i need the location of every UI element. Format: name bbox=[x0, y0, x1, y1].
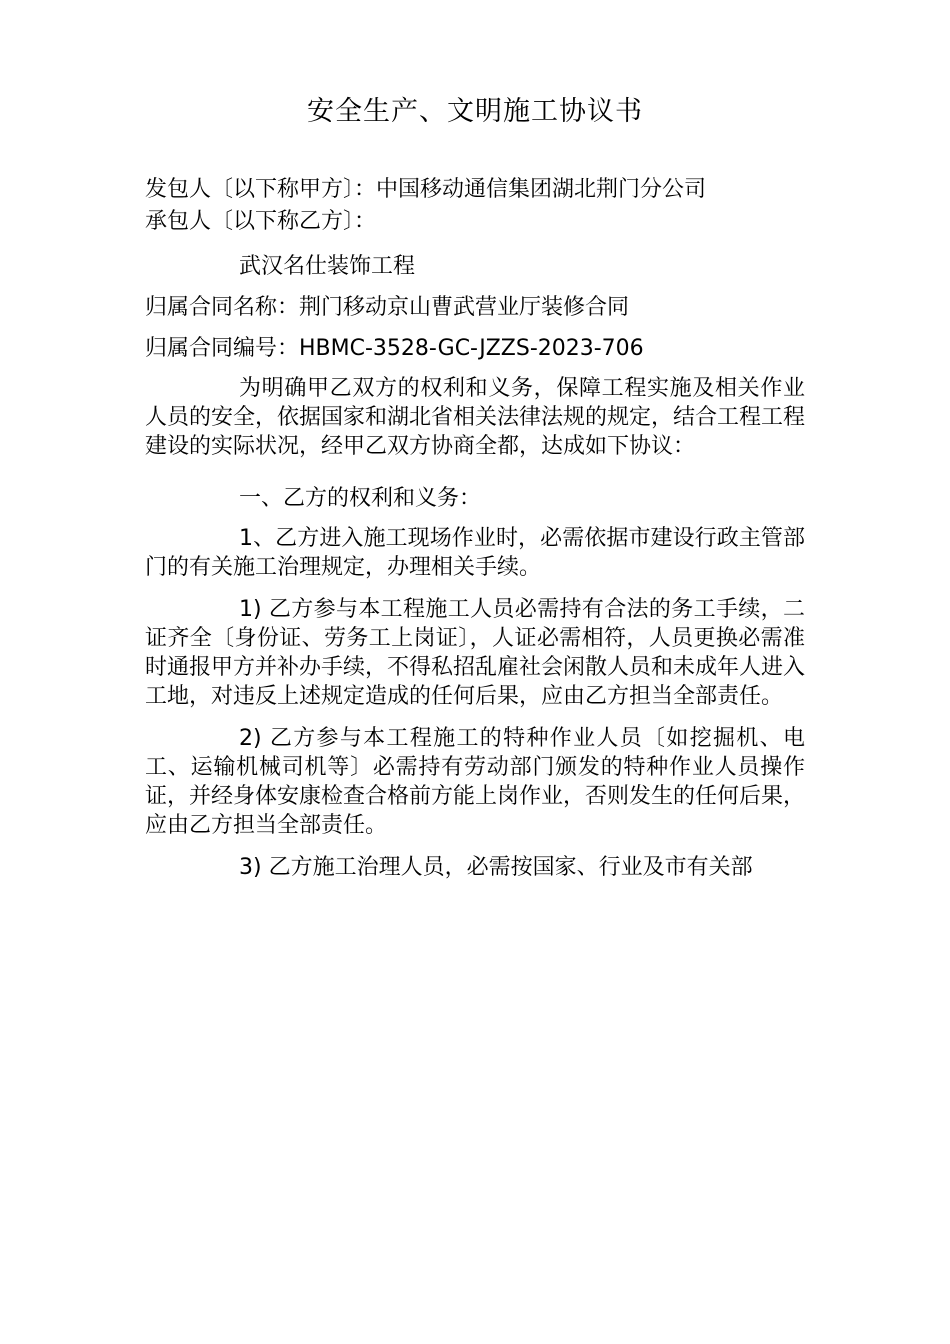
party-b-line: 承包人〔以下称乙方〕： bbox=[145, 209, 377, 234]
clause-1-paragraph: 1、乙方进入施工现场作业时，必需依据市建设行政主管部门的有关施工治理规定，办理相关手续。 bbox=[145, 526, 805, 580]
party-b-name: 武汉名仕装饰工程 bbox=[239, 254, 416, 279]
section-1-heading: 一、乙方的权利和义务： bbox=[239, 486, 482, 511]
party-a-line: 发包人〔以下称甲方〕：中国移动通信集团湖北荆门分公司 bbox=[145, 177, 707, 202]
item-1-paragraph: 1) 乙方参与本工程施工人员必需持有合法的务工手续，二证齐全〔身份证、劳务工上岗证〕，人证必需相符，人员更换必需准时通报甲方并补办手续，不得私招乱雇社会闲散人员和未成年人进入工地，对违反上述规定造成的任何后果，应由乙方担当全部责任。 bbox=[145, 597, 806, 709]
document-body bbox=[145, 174, 805, 882]
contract-number-line: 归属合同编号：HBMC-3528-GC-JZZS-2023-706 bbox=[145, 336, 644, 361]
contract-name-line: 归属合同名称：荆门移动京山曹武营业厅装修合同 bbox=[145, 295, 630, 320]
intro-paragraph: 为明确甲乙双方的权利和义务，保障工程实施及相关作业人员的安全，依据国家和湖北省相关法律法规的规定，结合工程工程建设的实际状况，经甲乙双方协商全都，达成如下协议： bbox=[145, 376, 806, 459]
item-2-paragraph: 2) 乙方参与本工程施工的特种作业人员〔如挖掘机、电工、运输机械司机等〕必需持有劳动部门颁发的特种作业人员操作证，并经身体安康检查合格前方能上岗作业，否则发生的任何后果，应由乙方担当全部责任。 bbox=[145, 726, 806, 838]
document-title: 安全生产、文明施工协议书 bbox=[307, 96, 643, 127]
item-3-paragraph: 3) 乙方施工治理人员，必需按国家、行业及市有关部 bbox=[239, 855, 753, 880]
